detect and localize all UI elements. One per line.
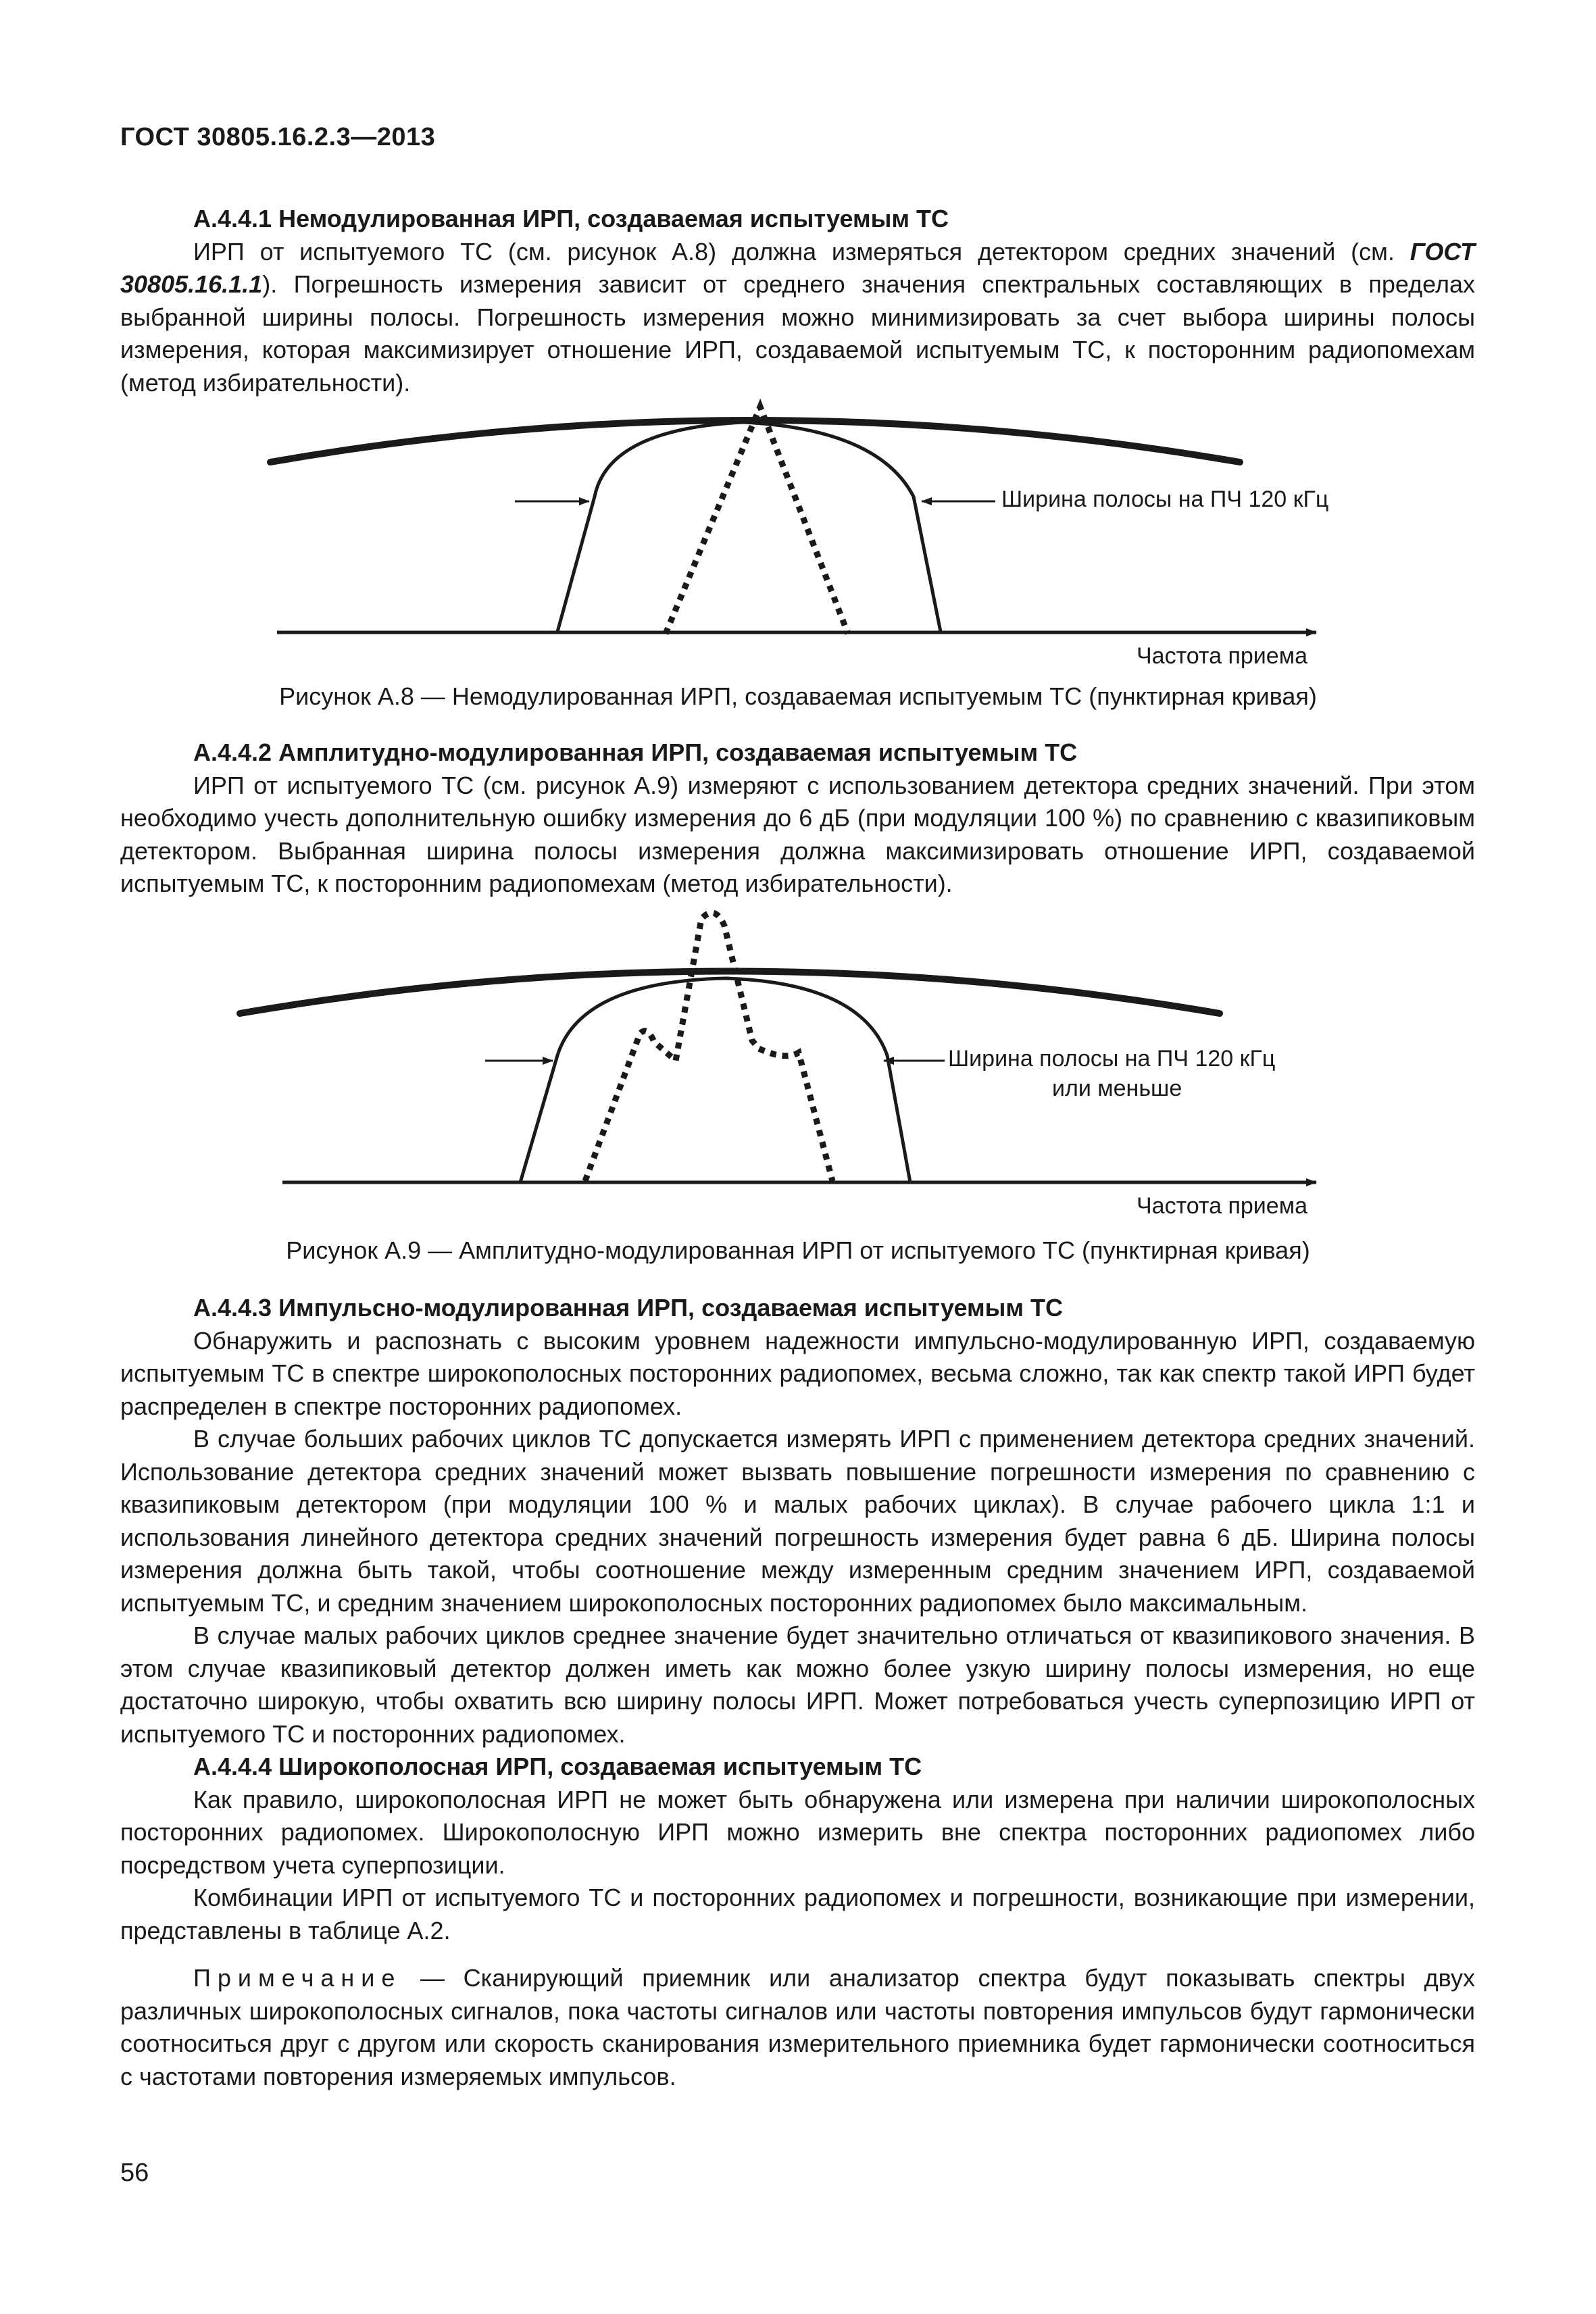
figure-a8-caption: Рисунок А.8 — Немодулированная ИРП, создаваемая испытуемым ТС (пунктирная кривая): [279, 682, 1317, 710]
if-passband-curve: [557, 422, 941, 632]
paragraph: Комбинации ИРП от испытуемого ТС и посторонних радиопомех и погрешности, возникающие при измерении, представлены в таблице А.2.: [120, 1884, 1475, 1944]
bandwidth-label: Ширина полосы на ПЧ 120 кГц: [1001, 486, 1329, 512]
note-label: Примечание: [193, 1964, 402, 1992]
emission-dotted-curve: [666, 407, 848, 634]
figure-a8: [0, 392, 1596, 716]
paragraph-text: ИРП от испытуемого ТС (см. рисунок А.8) должна измеряться детектором средних значений (см.: [193, 237, 1410, 266]
paragraph: [120, 236, 1475, 400]
section-heading: А.4.4.1 Немодулированная ИРП, создаваемая испытуемым ТС: [193, 205, 949, 232]
section-a441: [120, 203, 1475, 399]
figure-a9: [0, 899, 1596, 1250]
paragraph: В случае малых рабочих циклов среднее значение будет значительно отличаться от квазипикового значения. В этом случае квазипиковый детектор должен иметь как можно более узкую ширину полосы измерения, но еще достаточно широкую, чтобы охватить всю ширину полосы ИРП. Может потребоваться учесть суперпозицию ИРП от испытуемого ТС и посторонних радиопомех.: [120, 1621, 1475, 1748]
note-text: — Сканирующий приемник или анализатор спектра будут показывать спектры двух различных широкополосных сигналов, пока частоты сигналов или частоты повторения импульсов будут гармонически соотноситься друг с другом или скорость сканирования измерительного приемника будет гармонически соотноситься с частотами повторения измеряемых импульсов.: [120, 1964, 1475, 2090]
standard-reference: ГОСТ 30805.16.1.1: [120, 237, 1475, 298]
bandwidth-label-line2: или меньше: [1052, 1076, 1182, 1101]
axis-label: Частота приема: [1137, 1193, 1307, 1219]
section-a442: [120, 736, 1475, 901]
section-heading: А.4.4.3 Импульсно-модулированная ИРП, создаваемая испытуемым ТС: [193, 1294, 1064, 1322]
section-heading: А.4.4.2 Амплитудно-модулированная ИРП, создаваемая испытуемым ТС: [193, 738, 1078, 766]
paragraph: В случае больших рабочих циклов ТС допускается измерять ИРП с применением детектора средних значений. Использование детектора средних значений может вызвать повышение погрешности измерения по сравнению с квазипиковым детектором (при модуляции 100 % и малых рабочих циклах). В случае рабочего цикла 1:1 и использования линейного детектора средних значений погрешность измерения будет равна 6 дБ. Ширина полосы измерения должна быть такой, чтобы соотношение между измеренным средним значением ИРП, создаваемой испытуемым ТС, и средним значением широкополосных посторонних радиопомех было максимальным.: [120, 1425, 1475, 1617]
axis-label: Частота приема: [1137, 643, 1307, 669]
paragraph: Как правило, широкополосная ИРП не может быть обнаружена или измерена при наличии широкополосных посторонних радиопомех. Широкополосную ИРП можно измерить вне спектра посторонних радиопомех либо посредством учета суперпозиции.: [120, 1785, 1475, 1879]
section-a443: [120, 1292, 1475, 2093]
if-passband-curve: [520, 978, 910, 1182]
noise-envelope-curve: [270, 420, 1240, 462]
figure-a9-diagram: [0, 899, 1596, 1250]
figure-a9-caption: Рисунок А.9 — Амплитудно-модулированная ИРП от испытуемого ТС (пунктирная кривая): [286, 1236, 1310, 1264]
paragraph: Обнаружить и распознать с высоким уровнем надежности импульсно-модулированную ИРП, создаваемую испытуемым ТС в спектре широкополосных посторонних радиопомех, весьма сложно, так как спектр такой ИРП будет распределен в спектре посторонних радиопомех.: [120, 1326, 1475, 1420]
section-heading: А.4.4.4 Широкополосная ИРП, создаваемая испытуемым ТС: [193, 1753, 922, 1780]
document-header: ГОСТ 30805.16.2.3—2013: [120, 123, 436, 151]
page-number: 56: [120, 2159, 149, 2187]
figure-a8-diagram: [0, 392, 1596, 716]
bandwidth-label: Ширина полосы на ПЧ 120 кГц: [948, 1046, 1276, 1072]
note: [120, 1962, 1475, 2093]
paragraph-text: ). Погрешность измерения зависит от среднего значения спектральных составляющих в пределах выбранной ширины полосы. Погрешность измерения можно минимизировать за счет выбора ширины полосы измерения, которая максимизирует отношение ИРП, создаваемой испытуемым ТС, к посторонним радиопомехам (метод избирательности).: [120, 270, 1475, 397]
paragraph: ИРП от испытуемого ТС (см. рисунок А.9) измеряют с использованием детектора средних значений. При этом необходимо учесть дополнительную ошибку измерения до 6 дБ (при модуляции 100 %) по сравнению с квазипиковым детектором. Выбранная ширина полосы измерения должна максимизировать отношение ИРП, создаваемой испытуемым ТС, к посторонним радиопомехам (метод избирательности).: [120, 771, 1475, 897]
emission-dotted-curve: [585, 913, 832, 1181]
